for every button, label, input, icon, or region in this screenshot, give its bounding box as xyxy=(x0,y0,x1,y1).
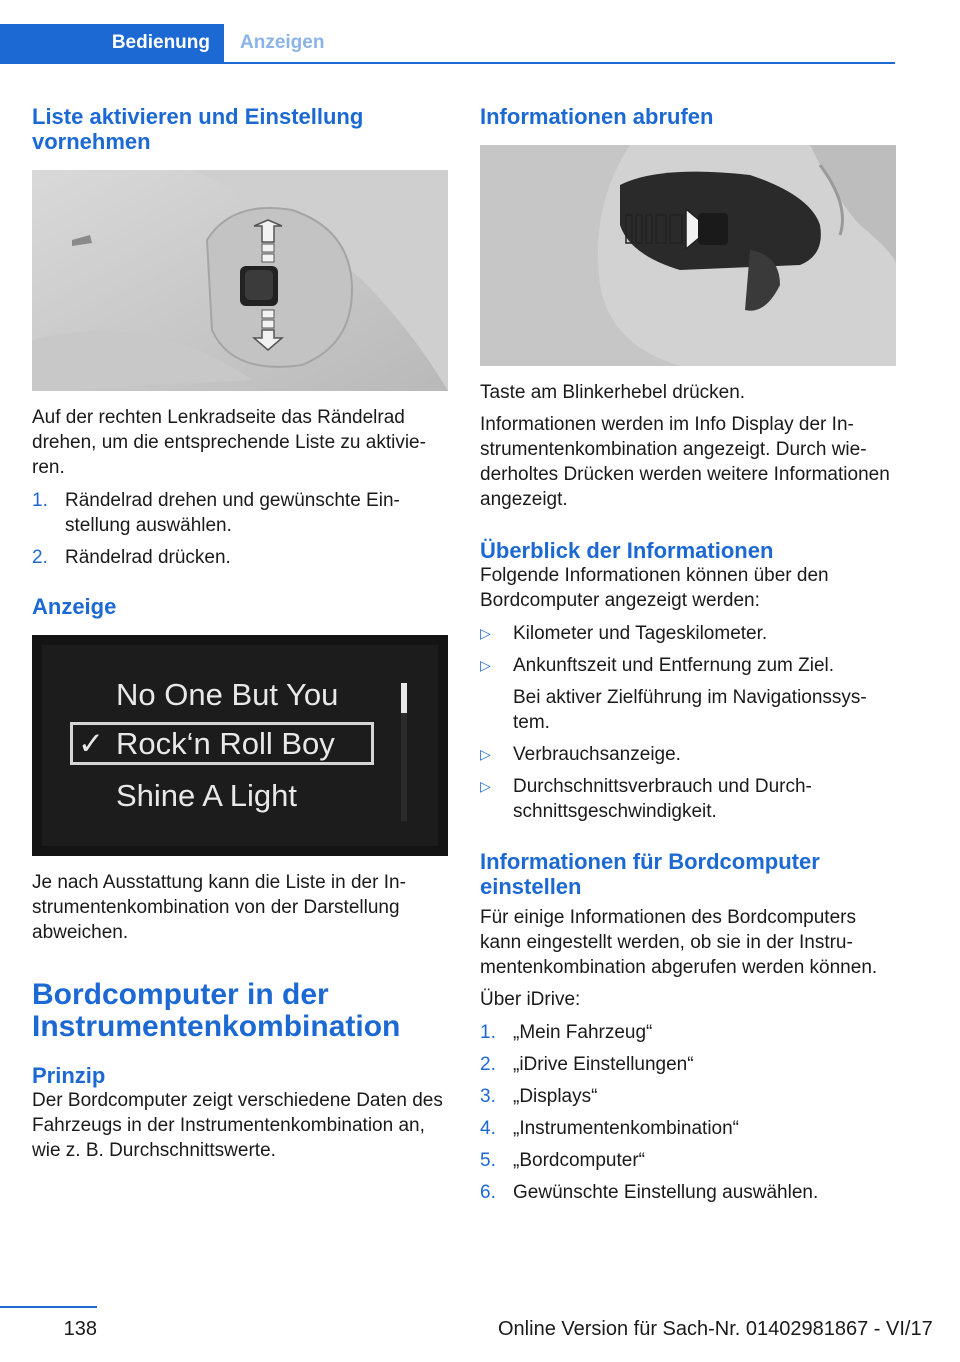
list-item xyxy=(480,653,896,735)
heading-settings: Informationen für Bordcomputer einstellen xyxy=(480,849,820,899)
step-number: 6. xyxy=(480,1182,496,1203)
heading-principle: Prinzip xyxy=(32,1063,106,1088)
display-note: Je nach Ausstattung kann die Liste in der Instrumentenkombination von der Darstellung abweichen. xyxy=(32,872,406,943)
principle-text: Der Bordcomputer zeigt verschiedene Daten des Fahrzeugs in der Instrumentenkombination an, wie z. B. Durchschnittswerte. xyxy=(32,1090,443,1161)
step-text: Gewünschte Einstellung auswählen. xyxy=(513,1182,819,1203)
check-icon: ✓ xyxy=(78,726,104,761)
triangle-right-icon: ▷ xyxy=(480,778,491,794)
list-item xyxy=(480,1116,896,1141)
heading-info: Informationen abrufen xyxy=(480,104,714,129)
display-item-2: Rock‘n Roll Boy xyxy=(116,726,335,761)
list-item-subtext: Bei aktiver Zielführung im Navigationssystem. xyxy=(513,687,867,733)
turn-signal-lever-image xyxy=(480,145,896,366)
list-item xyxy=(480,1148,896,1173)
list-item xyxy=(480,1020,896,1045)
info-instruction: Taste am Blinkerhebel drücken. xyxy=(480,382,746,403)
list-item xyxy=(480,1180,896,1205)
info-description: Informationen werden im Info Display der Instrumentenkombination angezeigt. Durch wiederholtes Drücken werden weitere Informationen angezeigt. xyxy=(480,414,890,510)
section-title: Bordcomputer in der Instrumentenkombination xyxy=(32,978,401,1043)
list-item xyxy=(480,1084,896,1109)
tab-anzeigen[interactable]: Anzeigen xyxy=(240,32,325,53)
triangle-right-icon: ▷ xyxy=(480,746,491,762)
right-column xyxy=(480,104,896,1205)
triangle-right-icon: ▷ xyxy=(480,657,491,673)
step-number: 4. xyxy=(480,1118,496,1139)
left-column xyxy=(32,104,448,1163)
idrive-label: Über iDrive: xyxy=(480,989,581,1010)
list-item-text: Ankunftszeit und Entfernung zum Ziel. xyxy=(513,655,835,676)
list-item xyxy=(480,774,896,824)
overview-text: Folgende Informationen können über den Bordcomputer angezeigt werden: xyxy=(480,565,829,611)
heading-overview: Überblick der Informationen xyxy=(480,538,774,563)
activate-steps xyxy=(32,488,448,570)
step-text: „Instrumentenkombination“ xyxy=(513,1118,739,1139)
page-number-bar xyxy=(0,1306,97,1308)
heading-list-activate: Liste aktivieren und Einstellung vornehmen xyxy=(32,104,364,154)
online-version-footer: Online Version für Sach-Nr. 01402981867 - VI/17 xyxy=(498,1318,933,1340)
page-number: 138 xyxy=(63,1318,97,1340)
display-scrollbar-thumb xyxy=(401,683,407,713)
overview-list xyxy=(480,621,896,824)
display-image xyxy=(32,635,448,856)
step-number: 2. xyxy=(32,547,48,568)
step-text: „Mein Fahrzeug“ xyxy=(513,1022,653,1043)
list-item xyxy=(480,621,896,646)
step-number: 2. xyxy=(480,1054,496,1075)
step-number: 1. xyxy=(32,490,48,511)
step-number: 5. xyxy=(480,1150,496,1171)
triangle-right-icon: ▷ xyxy=(480,625,491,641)
list-item-text: Kilometer und Tageskilometer. xyxy=(513,623,768,644)
idrive-steps xyxy=(480,1020,896,1205)
steering-instruction: Auf der rechten Lenkradseite das Rändelrad drehen, um die entsprechende Liste zu aktivieren. xyxy=(32,407,426,478)
settings-text: Für einige Informationen des Bordcomputers kann eingestellt werden, ob sie in der Instrumentenkombination abgerufen werden können. xyxy=(480,907,878,978)
tab-bedienung[interactable]: Bedienung xyxy=(0,24,224,62)
step-text: „iDrive Einstellungen“ xyxy=(513,1054,694,1075)
list-item-text: Durchschnittsverbrauch und Durchschnittsgeschwindigkeit. xyxy=(513,776,812,822)
chapter-tabs xyxy=(0,24,895,64)
step-number: 1. xyxy=(480,1022,496,1043)
step-text: Rändelrad drehen und gewünschte Einstellung auswählen. xyxy=(65,490,400,536)
steering-wheel-image xyxy=(32,170,448,391)
display-item-3: Shine A Light xyxy=(116,778,297,813)
step-number: 3. xyxy=(480,1086,496,1107)
display-item-1: No One But You xyxy=(116,677,339,712)
step-text: „Displays“ xyxy=(513,1086,598,1107)
list-item xyxy=(32,545,448,570)
list-item-text: Verbrauchsanzeige. xyxy=(513,744,681,765)
list-item xyxy=(480,1052,896,1077)
heading-display: Anzeige xyxy=(32,594,117,619)
list-item xyxy=(480,742,896,767)
step-text: „Bordcomputer“ xyxy=(513,1150,645,1171)
list-item xyxy=(32,488,448,538)
step-text: Rändelrad drücken. xyxy=(65,547,231,568)
